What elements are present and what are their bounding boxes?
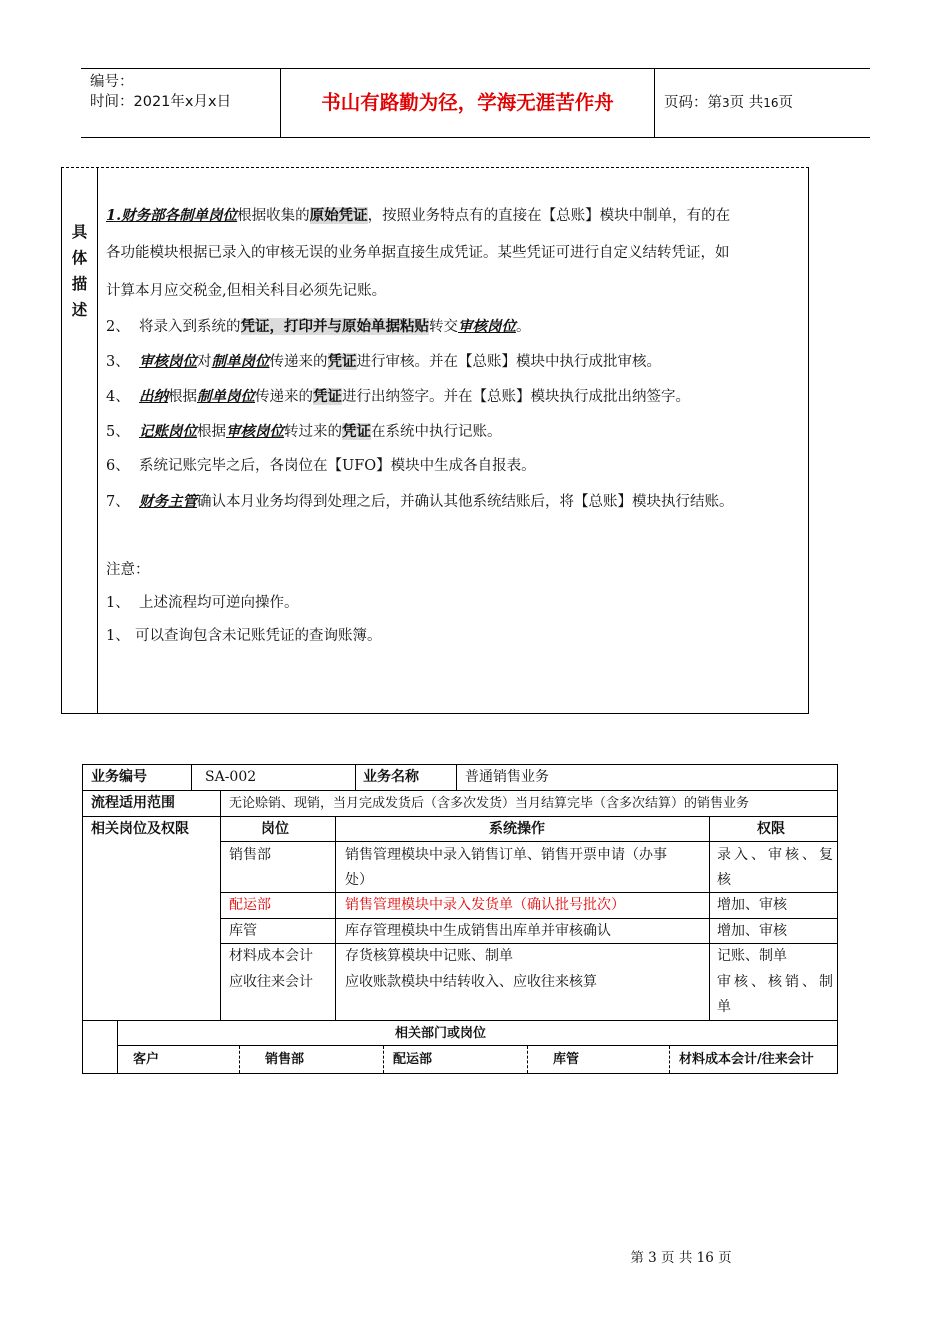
- col-permission: 权限: [757, 821, 785, 837]
- step-6: [106, 449, 806, 484]
- role-term: 制单岗位: [211, 353, 270, 370]
- text: 系统记账完毕之后，各岗位在【UFO】模块中生成各自报表。: [139, 458, 536, 474]
- page-suffix: 页: [778, 95, 794, 111]
- text: 根据: [168, 389, 197, 405]
- role-operation-cont: 处）: [345, 872, 373, 888]
- step-4: [106, 379, 806, 415]
- dept-delivery: 配运部: [393, 1052, 433, 1067]
- role-post: 材料成本会计: [229, 948, 313, 964]
- label-char: 具: [71, 223, 88, 241]
- text: 进行出纳签字。并在【总账】模块执行成批出纳签字。: [342, 389, 690, 405]
- page-mid: 页 共: [729, 95, 764, 111]
- role-term: 出纳: [139, 388, 168, 405]
- role-post: 配运部: [229, 897, 271, 913]
- footer-page-indicator: [630, 1250, 731, 1266]
- footer-mid: 页 共: [661, 1250, 693, 1266]
- label-char: 体: [71, 249, 88, 267]
- text: 根据: [197, 424, 226, 440]
- page-number: 3: [722, 96, 730, 110]
- text: 传递来的: [255, 389, 313, 405]
- dept-header: 相关部门或岗位: [395, 1026, 487, 1041]
- text: 上述流程均可逆向操作。: [139, 595, 299, 611]
- step-1: [106, 198, 806, 234]
- highlight-term: 凭证: [327, 353, 357, 370]
- header-page-indicator: [654, 69, 870, 137]
- scope-label: 流程适用范围: [91, 795, 175, 811]
- text: 根据收集的: [237, 208, 310, 224]
- role-post: 应收往来会计: [229, 974, 313, 990]
- role-term: 财务主管: [139, 493, 197, 510]
- business-name-value: 普通销售业务: [465, 769, 549, 785]
- text: 将录入到系统的: [139, 319, 241, 335]
- role-term: 记账岗位: [139, 423, 197, 440]
- step-number: 7、: [106, 494, 130, 510]
- role-permission: 录入、审核、复: [717, 847, 836, 863]
- dept-accounting: 材料成本会计/往来会计: [679, 1052, 814, 1067]
- description-box: [61, 167, 809, 714]
- role-permission: 增加、审核: [717, 923, 787, 939]
- step-number: 3、: [106, 354, 130, 370]
- text: 进行审核。并在【总账】模块中执行成批审核。: [356, 354, 661, 370]
- description-label: [62, 168, 98, 713]
- page-prefix: 页码：第: [664, 95, 722, 111]
- text: 确认本月业务均得到处理之后，并确认其他系统结账后，将【总账】模块执行结账。: [197, 494, 734, 510]
- role-permission: 记账、制单: [717, 948, 787, 964]
- step-number: 2、: [106, 319, 130, 335]
- text: 对: [197, 354, 212, 370]
- text: 转过来的: [284, 424, 342, 440]
- label-char: 描: [71, 275, 88, 293]
- text: 。: [516, 319, 531, 335]
- doc-number-label: 编号：: [90, 74, 134, 90]
- step-number: 5、: [106, 424, 130, 440]
- note-title: 注意：: [106, 562, 150, 578]
- step-7: [106, 484, 806, 520]
- header-motto: 书山有路勤为径，学海无涯苦作舟: [281, 69, 655, 137]
- role-post: 销售部: [229, 847, 271, 863]
- step-5: [106, 414, 806, 450]
- header-meta: [81, 69, 281, 137]
- role-term: 制单岗位: [197, 388, 255, 405]
- text: 转交: [429, 319, 458, 335]
- label-char: 述: [71, 301, 88, 319]
- role-post: 库管: [229, 923, 257, 939]
- note-1: [106, 586, 806, 621]
- role-term: 1.财务部各制单岗位: [106, 207, 238, 224]
- business-table: [82, 764, 838, 1074]
- page-header: [81, 68, 870, 138]
- col-post: 岗位: [261, 821, 289, 837]
- note-2: [106, 619, 806, 654]
- text: 可以查询包含未记账凭证的查询账簿。: [135, 628, 382, 644]
- role-operation: 存货核算模块中记账、制单: [345, 948, 513, 964]
- dept-sales: 销售部: [265, 1052, 305, 1067]
- footer-suffix: 页: [718, 1250, 732, 1266]
- role-permission: 审核、核销、制: [717, 974, 836, 990]
- footer-prefix: 第: [630, 1250, 644, 1266]
- role-term: 审核岗位: [458, 318, 516, 335]
- step-1-line-2: 各功能模块根据已录入的审核无误的业务单据直接生成凭证。某些凭证可进行自定义结转凭证，如: [106, 245, 730, 261]
- highlight-term: 原始凭证: [309, 207, 368, 224]
- note-number: 1、: [106, 595, 130, 611]
- page-footer: [0, 1246, 950, 1266]
- roles-label: 相关岗位及权限: [91, 821, 189, 837]
- dept-customer: 客户: [133, 1052, 160, 1067]
- page-total: 16: [763, 96, 779, 110]
- role-permission-cont: 单: [717, 999, 731, 1015]
- step-number: 6、: [106, 458, 130, 474]
- business-id-label: 业务编号: [91, 769, 147, 785]
- role-operation: 库存管理模块中生成销售出库单并审核确认: [345, 923, 611, 939]
- highlight-term: 凭证，打印并与原始单据粘贴: [240, 318, 429, 335]
- doc-date-label: 时间：2021年x月x日: [90, 94, 232, 110]
- role-operation: 应收账款模块中结转收入、应收往来核算: [345, 974, 597, 990]
- footer-page-total: 16: [696, 1250, 714, 1266]
- business-name-label: 业务名称: [363, 769, 419, 785]
- step-1-line-3: 计算本月应交税金,但相关科目必须先记账。: [106, 283, 387, 299]
- role-operation: 销售管理模块中录入发货单（确认批号批次）: [345, 897, 625, 913]
- text: ，按照业务特点有的直接在【总账】模块中制单，有的在: [367, 208, 731, 224]
- scope-value: 无论赊销、现销，当月完成发货后（含多次发货）当月结算完毕（含多次结算）的销售业务: [229, 796, 750, 811]
- step-number: 4、: [106, 389, 130, 405]
- step-2: [106, 309, 806, 345]
- text: 在系统中执行记账。: [371, 424, 502, 440]
- role-permission: 增加、审核: [717, 897, 787, 913]
- highlight-term: 凭证: [313, 388, 342, 405]
- dept-warehouse: 库管: [553, 1052, 580, 1067]
- footer-page-number: 3: [648, 1250, 657, 1266]
- text: 传递来的: [269, 354, 328, 370]
- note-number: 1、: [106, 628, 130, 644]
- col-operation: 系统操作: [489, 821, 545, 837]
- business-id-value: SA-002: [205, 769, 257, 785]
- role-term: 审核岗位: [139, 353, 197, 370]
- role-operation: 销售管理模块中录入销售订单、销售开票申请（办事: [345, 847, 667, 863]
- step-3: [106, 344, 806, 380]
- highlight-term: 凭证: [342, 423, 371, 440]
- role-permission-cont: 核: [717, 872, 731, 888]
- role-term: 审核岗位: [226, 423, 284, 440]
